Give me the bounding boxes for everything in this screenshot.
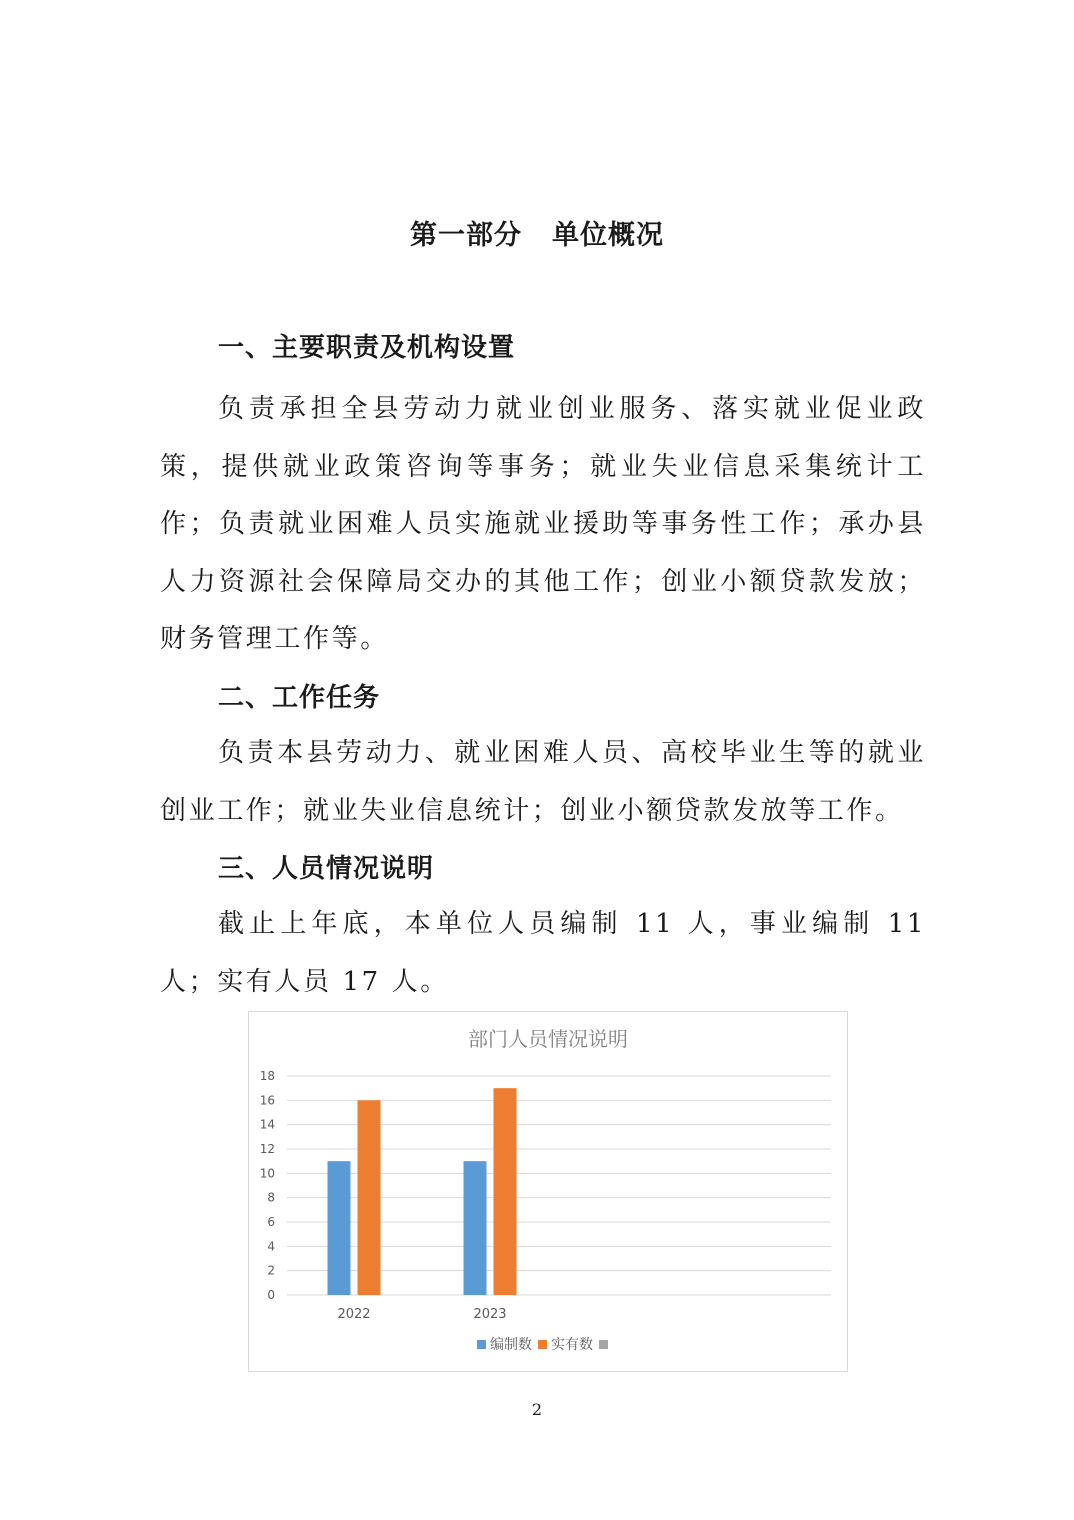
y-tick-label-12: 12: [259, 1142, 275, 1156]
y-tick-label-0: 0: [267, 1288, 275, 1302]
section-heading-3: 三、人员情况说明: [218, 854, 435, 884]
legend-swatch-0: [477, 1340, 486, 1349]
y-tick-label-2: 2: [267, 1263, 275, 1278]
title-part-2: 单位概况: [552, 220, 664, 251]
section-paragraph-1: 负责承担全县劳动力就业创业服务、落实就业促业政策，提供就业政策咨询等事务；就业失业信息采集统计工作；负责就业困难人员实施就业援助等事务性工作；承办县人力资源社会保障局交办的其他工作；创业小额贷款发放；财务管理工作等。: [160, 394, 926, 654]
x-tick-label-2023: 2023: [473, 1307, 507, 1322]
bar-2022-series-1: [358, 1100, 381, 1295]
bar-2023-series-0: [464, 1161, 487, 1295]
y-tick-label-18: 18: [259, 1069, 275, 1083]
bar-2023-series-1: [494, 1088, 517, 1295]
section-heading-2: 二、工作任务: [218, 683, 381, 713]
y-tick-label-10: 10: [259, 1166, 275, 1181]
staffing-chart: [248, 1011, 848, 1372]
chart-title: 部门人员情况说明: [468, 1027, 628, 1051]
y-tick-label-16: 16: [259, 1093, 275, 1108]
section-paragraph-3: 截止上年底，本单位人员编制 11 人，事业编制 11 人；实有人员 17 人。: [160, 909, 926, 997]
y-tick-label-6: 6: [267, 1215, 275, 1229]
legend-label-0: 编制数: [490, 1337, 532, 1353]
legend-label-1: 实有数: [551, 1337, 593, 1353]
legend-swatch-2: [599, 1340, 608, 1349]
bar-2022-series-0: [328, 1161, 351, 1295]
section-heading-1: 一、主要职责及机构设置: [218, 333, 516, 363]
y-tick-label-14: 14: [259, 1117, 275, 1132]
section-paragraph-2: 负责本县劳动力、就业困难人员、高校毕业生等的就业创业工作；就业失业信息统计；创业小额贷款发放等工作。: [160, 738, 926, 826]
page-number: 2: [531, 1400, 543, 1419]
y-tick-label-4: 4: [267, 1239, 275, 1254]
title-part-1: 第一部分: [410, 220, 522, 251]
legend-swatch-1: [538, 1340, 547, 1349]
y-tick-label-8: 8: [267, 1190, 275, 1205]
bar-chart-svg: [249, 1012, 847, 1371]
page-title: [0, 213, 1074, 252]
x-tick-label-2022: 2022: [337, 1307, 371, 1322]
